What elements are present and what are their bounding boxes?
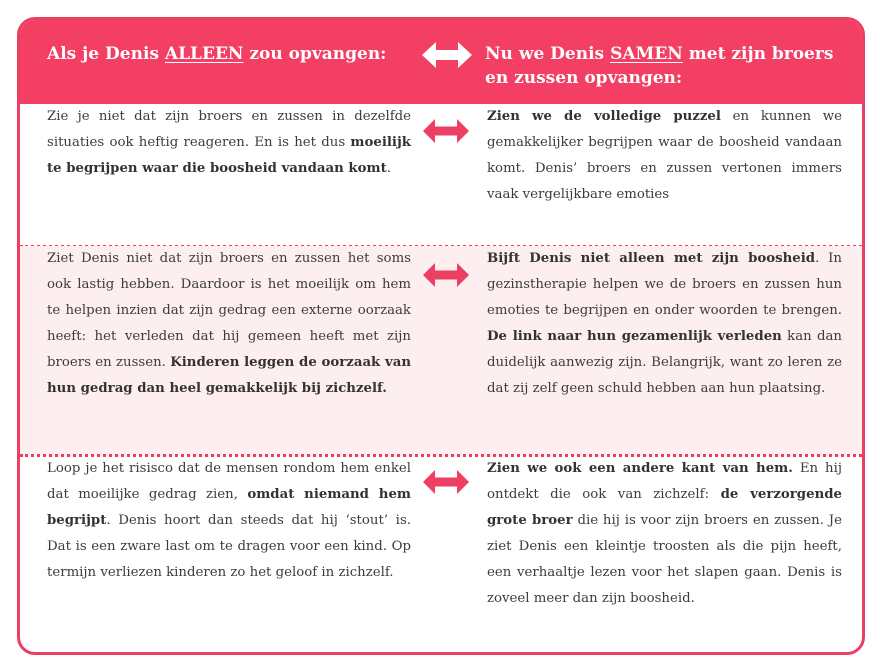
bold-phrase: De link naar hun gezamenlijk verleden bbox=[487, 329, 782, 344]
header-right-title bbox=[485, 42, 860, 90]
double-arrow-icon bbox=[423, 118, 469, 144]
text-segment: Loop je het risisco dat de mensen rondom hem enkel dat moeilijke gedrag zien, bbox=[47, 461, 411, 502]
text-segment: . In gezinstherapie helpen we de broers en zussen hun emoties te begrijpen en onder woorden te brengen. bbox=[487, 251, 842, 318]
bold-phrase: moeilijk te begrijpen waar die boosheid vandaan komt bbox=[47, 135, 411, 176]
text-segment: die hij is voor zijn broers en zussen. Je ziet Denis een kleintje troosten als die pijn heeft, een verhaaltje lezen voor het slapen gaan. Denis is zoveel meer dan zijn boosheid. bbox=[487, 513, 842, 606]
header-left-emphasis: ALLEEN bbox=[164, 44, 244, 64]
text-segment: Ziet Denis niet dat zijn broers en zussen het soms ook lastig hebben. Daardoor is het moeilijk om hem te helpen inzien dat zijn gedrag een externe oorzaak heeft: het verleden dat hij gemeen heeft met zijn broers en zussen. bbox=[47, 251, 411, 370]
together-text bbox=[487, 456, 842, 612]
text-segment: . bbox=[386, 161, 391, 176]
text-segment: En hij ontdekt die ook van zichzelf: bbox=[487, 461, 842, 502]
double-arrow-icon bbox=[423, 469, 469, 495]
comparison-row-2 bbox=[20, 246, 862, 456]
bold-phrase: omdat niemand hem begrijpt bbox=[47, 487, 411, 528]
comparison-card bbox=[17, 17, 865, 655]
header-bar bbox=[20, 20, 862, 104]
bold-phrase: de verzorgende grote broer bbox=[487, 487, 842, 528]
bold-phrase: Kinderen leggen de oorzaak van hun gedrag dan heel gemakkelijk bij zichzelf. bbox=[47, 355, 411, 396]
together-text bbox=[487, 246, 842, 402]
text-segment: Zie je niet dat zijn broers en zussen in dezelfde situaties ook heftig reageren. En is het dus bbox=[47, 109, 411, 150]
alone-text bbox=[47, 456, 411, 586]
double-arrow-icon bbox=[423, 262, 469, 288]
header-left-pre: Als je Denis bbox=[47, 44, 165, 64]
alone-text bbox=[47, 104, 411, 182]
text-segment: kan dan duidelijk aanwezig zijn. Belangrijk, want zo leren ze dat zij zelf geen schuld hebben aan hun plaatsing. bbox=[487, 329, 842, 396]
header-right-pre: Nu we Denis bbox=[485, 44, 611, 64]
alone-text bbox=[47, 246, 411, 402]
header-left-post: zou opvangen: bbox=[243, 44, 387, 64]
header-left-title bbox=[47, 42, 407, 66]
text-segment: en kunnen we gemakkelijker begrijpen waar de boosheid vandaan komt. Denis’ broers en zussen vertonen immers vaak vergelijkbare emoties bbox=[487, 109, 842, 202]
bold-phrase: Bijft Denis niet alleen met zijn boosheid bbox=[487, 251, 816, 266]
comparison-row-3 bbox=[20, 456, 862, 655]
bold-phrase: Zien we de volledige puzzel bbox=[487, 109, 721, 124]
bold-phrase: Zien we ook een andere kant van hem. bbox=[487, 461, 793, 476]
header-right-post: met zijn broers en zussen opvangen: bbox=[485, 44, 834, 88]
double-arrow-icon bbox=[422, 40, 472, 70]
comparison-row-1 bbox=[20, 104, 862, 246]
header-right-emphasis: SAMEN bbox=[610, 44, 683, 64]
together-text bbox=[487, 104, 842, 208]
text-segment: . Denis hoort dan steeds dat hij ‘stout’ is. Dat is een zware last om te dragen voor een kind. Op termijn verliezen kinderen zo het geloof in zichzelf. bbox=[47, 513, 411, 580]
